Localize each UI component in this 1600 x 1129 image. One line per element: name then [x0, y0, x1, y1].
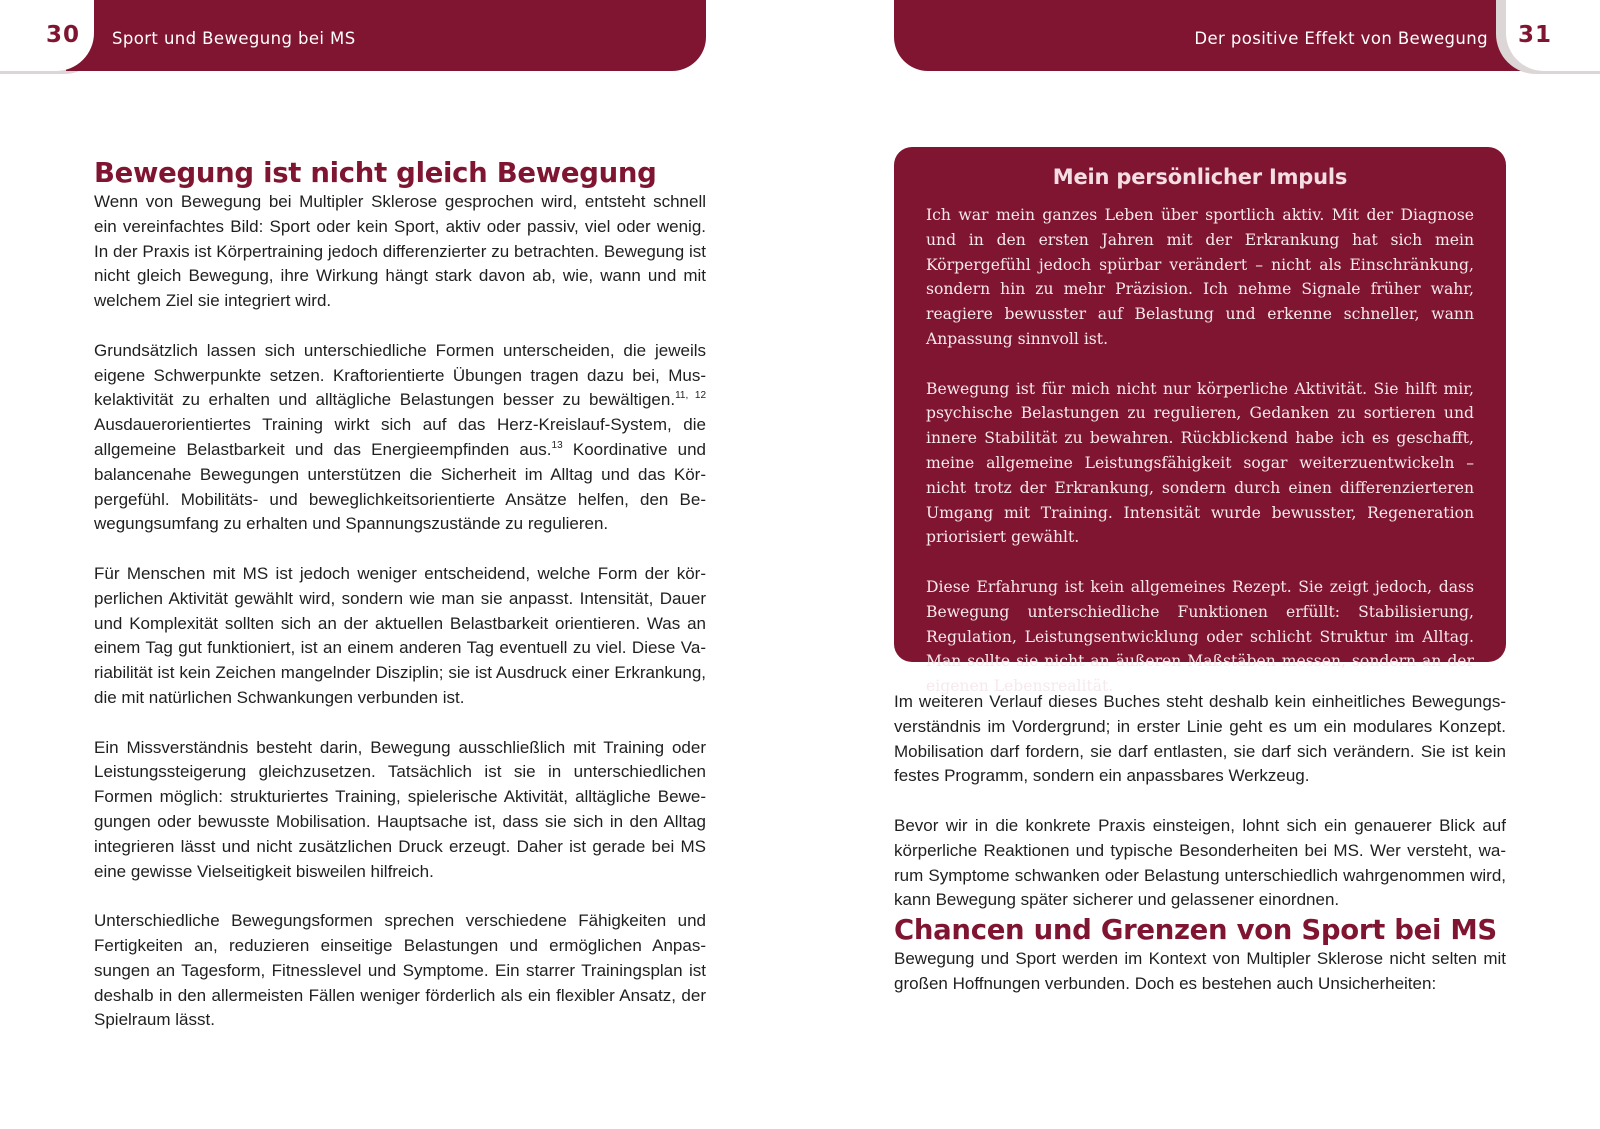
right-content: [894, 690, 1506, 997]
impulse-paragraph: Ich war mein ganzes Leben über sportlich aktiv. Mit der Diagnose und in den ersten Jahren mit der Erkrankung hat sich mein Körpergefühl jedoch spürbar verändert – nicht als Einschränkung, sondern hin zu mehr Präzision. Ich nehme Signale früher wahr, reagiere bewusster auf Belastung und erkenne schneller, wann Anpassung sinnvoll ist.: [926, 206, 1474, 348]
paragraph-text: Ausdauerorientiertes Training wirkt sich auf das Herz-Kreislauf-System, die allgemeine Belastbarkeit und das Energieempfinden aus.: [94, 415, 706, 459]
impulse-paragraph: Diese Erfahrung ist kein allgemeines Rezept. Sie zeigt jedoch, dass Bewegung unterschiedliche Funktionen erfüllt: Stabilisierung, Regulation, Leistungsentwicklung oder schlicht Struktur im Alltag. Man sollte sie nicht an äußeren Maßstäben messen, sondern an der eigenen Lebensrealität.: [926, 577, 1474, 696]
paragraph: Unterschiedliche Bewegungsformen sprechen verschiedene Fähigkeiten und Fertigkeiten an, reduzieren einseitige Belastungen und ermöglichen Anpassungen an Tagesform, Fitnesslevel und Symptome. Ein starrer Trainingsplan ist deshalb in den allermeisten Fällen weniger förderlich als ein flexibler Ansatz, der Spielraum lässt.: [94, 911, 706, 1030]
running-title: Sport und Bewegung bei MS: [112, 29, 356, 48]
page-number: 31: [1517, 22, 1552, 48]
section-heading: Chancen und Grenzen von Sport bei MS: [894, 914, 1497, 947]
left-content: [94, 156, 706, 1033]
paragraph: Bevor wir in die konkrete Praxis einsteigen, lohnt sich ein genauerer Blick auf körperliche Reaktionen und typische Besonderheiten bei MS. Wer versteht, warum Symptome schwanken oder Belastung unterschiedlich wahrgenommen wird, kann Bewegung später sicherer und gelassener einordnen.: [894, 815, 1506, 910]
paragraph: Ein Missverständnis besteht darin, Bewegung ausschließlich mit Training oder Leistungssteigerung gleichzusetzen. Tatsächlich ist sie in unterschiedlichen Formen möglich: strukturiertes Training, spielerische Aktivität, alltägliche Bewegungen oder bewusste Mobilisation. Hauptsache ist, dass sie sich in den Alltag integrieren lässt und nicht zusätzlichen Druck erzeugt. Daher ist gerade bei MS eine gewisse Vielseitigkeit bisweilen hilfreich.: [94, 737, 706, 881]
section-heading: Bewegung ist nicht gleich Bewegung: [94, 157, 657, 189]
impulse-paragraph: Bewegung ist für mich nicht nur körperliche Aktivität. Sie hilft mir, psychische Belastungen zu regulieren, Gedanken zu sortieren und innere Stabilität zu bewahren. Rückblickend habe ich es geschafft, meine allgemeine Leistungsfähigkeit sogar weiterzuentwickeln – nicht trotz der Erkrankung, sondern durch einen differenzierteren Umgang mit Training. Intensität wurde bewusster, Regeneration priorisiert gewählt.: [926, 379, 1474, 547]
paragraph: [94, 339, 706, 537]
impulse-title: Mein persönlicher Impuls: [1052, 165, 1348, 189]
paragraph: Für Menschen mit MS ist jedoch weniger entscheidend, welche Form der körperlichen Aktivität gewählt wird, sondern wie man sie anpasst. Intensität, Dauer und Komplexität sollten sich an der aktuellen Belastbarkeit orientieren. Was an einem Tag gut funktioniert, ist an einem anderen Tag eventuell zu viel. Diese Variabilität ist kein Zeichen mangelnder Disziplin; sie ist Ausdruck einer Erkrankung, die mit natürlichen Schwankungen verbunden ist.: [94, 563, 706, 707]
paragraph: Bewegung und Sport werden im Kontext von Multipler Sklerose nicht selten mit großen Hoffnungen verbunden. Doch es bestehen auch Unsicherheiten:: [894, 949, 1506, 993]
paragraph: Wenn von Bewegung bei Multipler Sklerose gesprochen wird, entsteht schnell ein vereinfachtes Bild: Sport oder kein Sport, aktiv oder passiv, viel oder wenig. In der Praxis ist Körpertraining jedoch differenzierter zu betrachten. Bewegung ist nicht gleich Bewegung, ihre Wirkung hängt stark davon ab, wie, wann und mit welchem Ziel sie integriert wird.: [94, 192, 706, 311]
footnote-reference: 11, 12: [675, 390, 707, 402]
paragraph: Im weiteren Verlauf dieses Buches steht deshalb kein einheitliches Bewegungsverständnis im Vordergrund; in erster Linie geht es um ein modulares Konzept. Mobilisation darf fordern, sie darf entlasten, sie darf sich verändern. Sie ist kein festes Programm, sondern ein anpassbares Werkzeug.: [894, 692, 1506, 786]
page-number: 30: [46, 22, 81, 48]
personal-impulse-box: [894, 147, 1506, 696]
footnote-reference: 13: [551, 439, 563, 451]
running-title: Der positive Effekt von Bewegung: [1194, 29, 1488, 48]
paragraph-text: Grundsätzlich lassen sich unterschiedliche Formen unterscheiden, die jeweils eigene Schwerpunkte setzen. Kraftorientierte Übungen tragen dazu bei, Muskelaktivität zu erhalten und alltägliche Belastungen besser zu bewältigen.: [94, 340, 706, 410]
paragraph-text: Koordinative und balancenahe Bewegungen unterstützen die Sicherheit im Alltag und das Körpergefühl. Mobilitäts- und beweglichkeitsorientierte Ansätze helfen, den Bewegungsumfang zu erhalten und Spannungszustände zu regulieren.: [94, 439, 706, 534]
right-page: [800, 0, 1600, 1129]
